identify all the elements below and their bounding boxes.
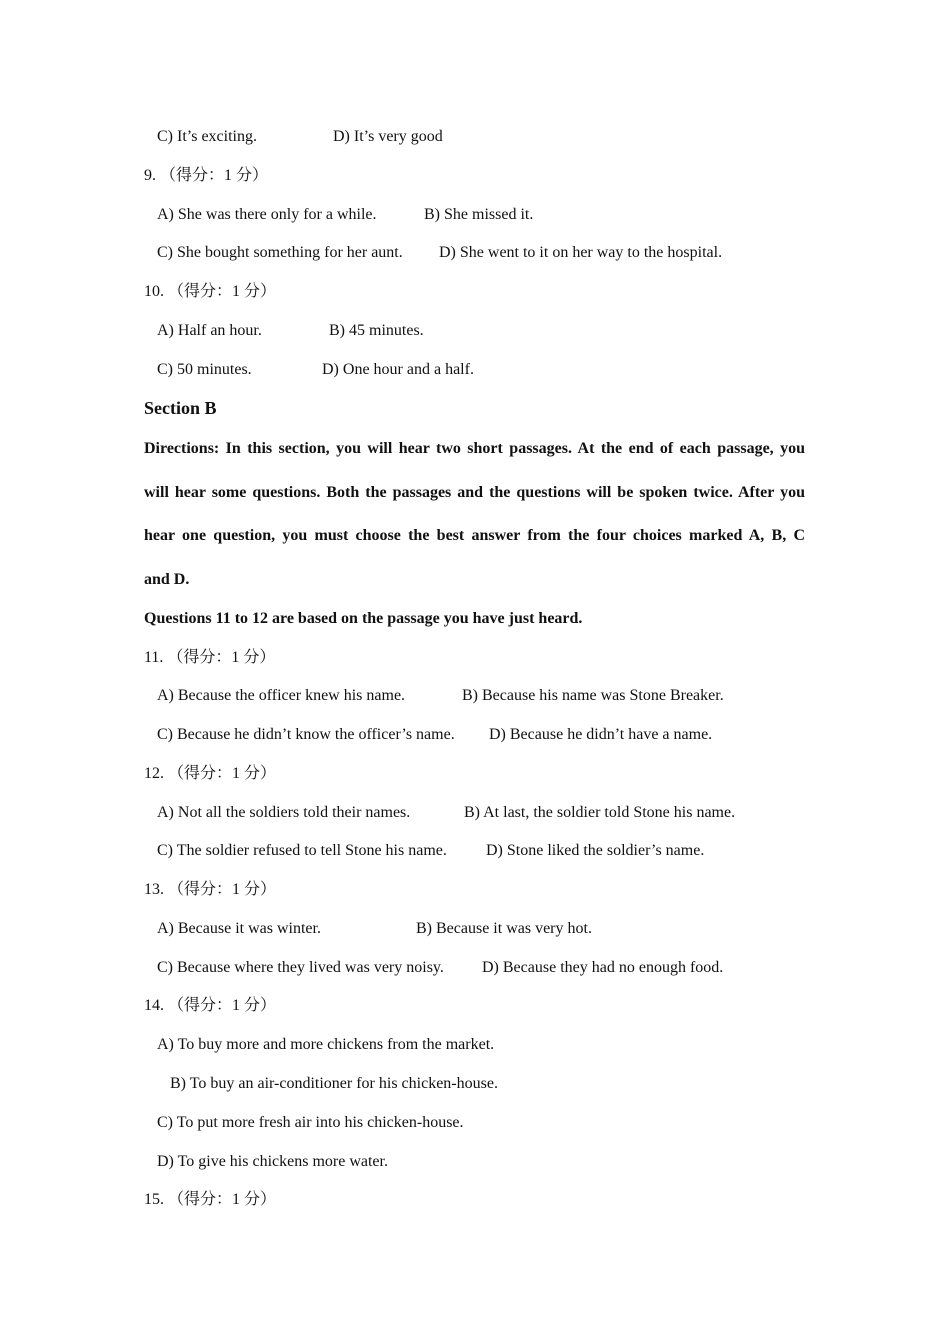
q13-option-a: A) Because it was winter. xyxy=(157,920,321,937)
q14-option-c: C) To put more fresh air into his chicken-house. xyxy=(157,1114,464,1131)
section-b-title: Section B xyxy=(144,398,217,418)
directions-line-3: hear one question, you must choose the best answer from the four choices marked A, B, C xyxy=(144,527,805,544)
q11-option-d: D) Because he didn’t have a name. xyxy=(489,726,713,743)
q9-option-d: D) She went to it on her way to the hospital. xyxy=(439,244,723,261)
q8-option-d: D) It’s very good xyxy=(333,128,443,145)
q10-option-c: C) 50 minutes. xyxy=(157,361,252,378)
q11-option-b: B) Because his name was Stone Breaker. xyxy=(462,687,724,704)
q12-option-b: B) At last, the soldier told Stone his name. xyxy=(464,804,736,821)
directions-line-1: Directions: In this section, you will hear two short passages. At the end of each passage, you xyxy=(144,440,805,457)
q10-option-d: D) One hour and a half. xyxy=(322,361,474,378)
q11-option-c: C) Because he didn’t know the officer’s name. xyxy=(157,726,455,743)
q13-option-d: D) Because they had no enough food. xyxy=(482,959,724,976)
q12-label: 12. （得分：1 分） xyxy=(144,765,277,782)
q11-label: 11. （得分：1 分） xyxy=(144,649,276,666)
q8-option-c: C) It’s exciting. xyxy=(157,128,257,145)
directions-line-4: and D. xyxy=(144,571,190,588)
q14-option-b: B) To buy an air-conditioner for his chicken-house. xyxy=(170,1075,498,1092)
q13-option-b: B) Because it was very hot. xyxy=(416,920,592,937)
q10-label: 10. （得分：1 分） xyxy=(144,283,277,300)
q13-option-c: C) Because where they lived was very noisy. xyxy=(157,959,444,976)
q14-option-d: D) To give his chickens more water. xyxy=(157,1153,388,1170)
q11-option-a: A) Because the officer knew his name. xyxy=(157,687,406,704)
q14-label: 14. （得分：1 分） xyxy=(144,997,277,1014)
q14-option-a: A) To buy more and more chickens from the market. xyxy=(157,1036,495,1053)
directions-line-2: will hear some questions. Both the passages and the questions will be spoken twice. After you xyxy=(144,484,805,501)
q10-option-a: A) Half an hour. xyxy=(157,322,262,339)
q9-label: 9. （得分：1 分） xyxy=(144,167,269,184)
q9-option-a: A) She was there only for a while. xyxy=(157,206,377,223)
q10-option-b: B) 45 minutes. xyxy=(329,322,424,339)
q13-label: 13. （得分：1 分） xyxy=(144,881,277,898)
passage-note: Questions 11 to 12 are based on the passage you have just heard. xyxy=(144,610,583,627)
q12-option-a: A) Not all the soldiers told their names. xyxy=(157,804,411,821)
q12-option-d: D) Stone liked the soldier’s name. xyxy=(486,842,705,859)
q12-option-c: C) The soldier refused to tell Stone his name. xyxy=(157,842,447,859)
q9-option-c: C) She bought something for her aunt. xyxy=(157,244,403,261)
q9-option-b: B) She missed it. xyxy=(424,206,534,223)
q15-label: 15. （得分：1 分） xyxy=(144,1191,277,1208)
